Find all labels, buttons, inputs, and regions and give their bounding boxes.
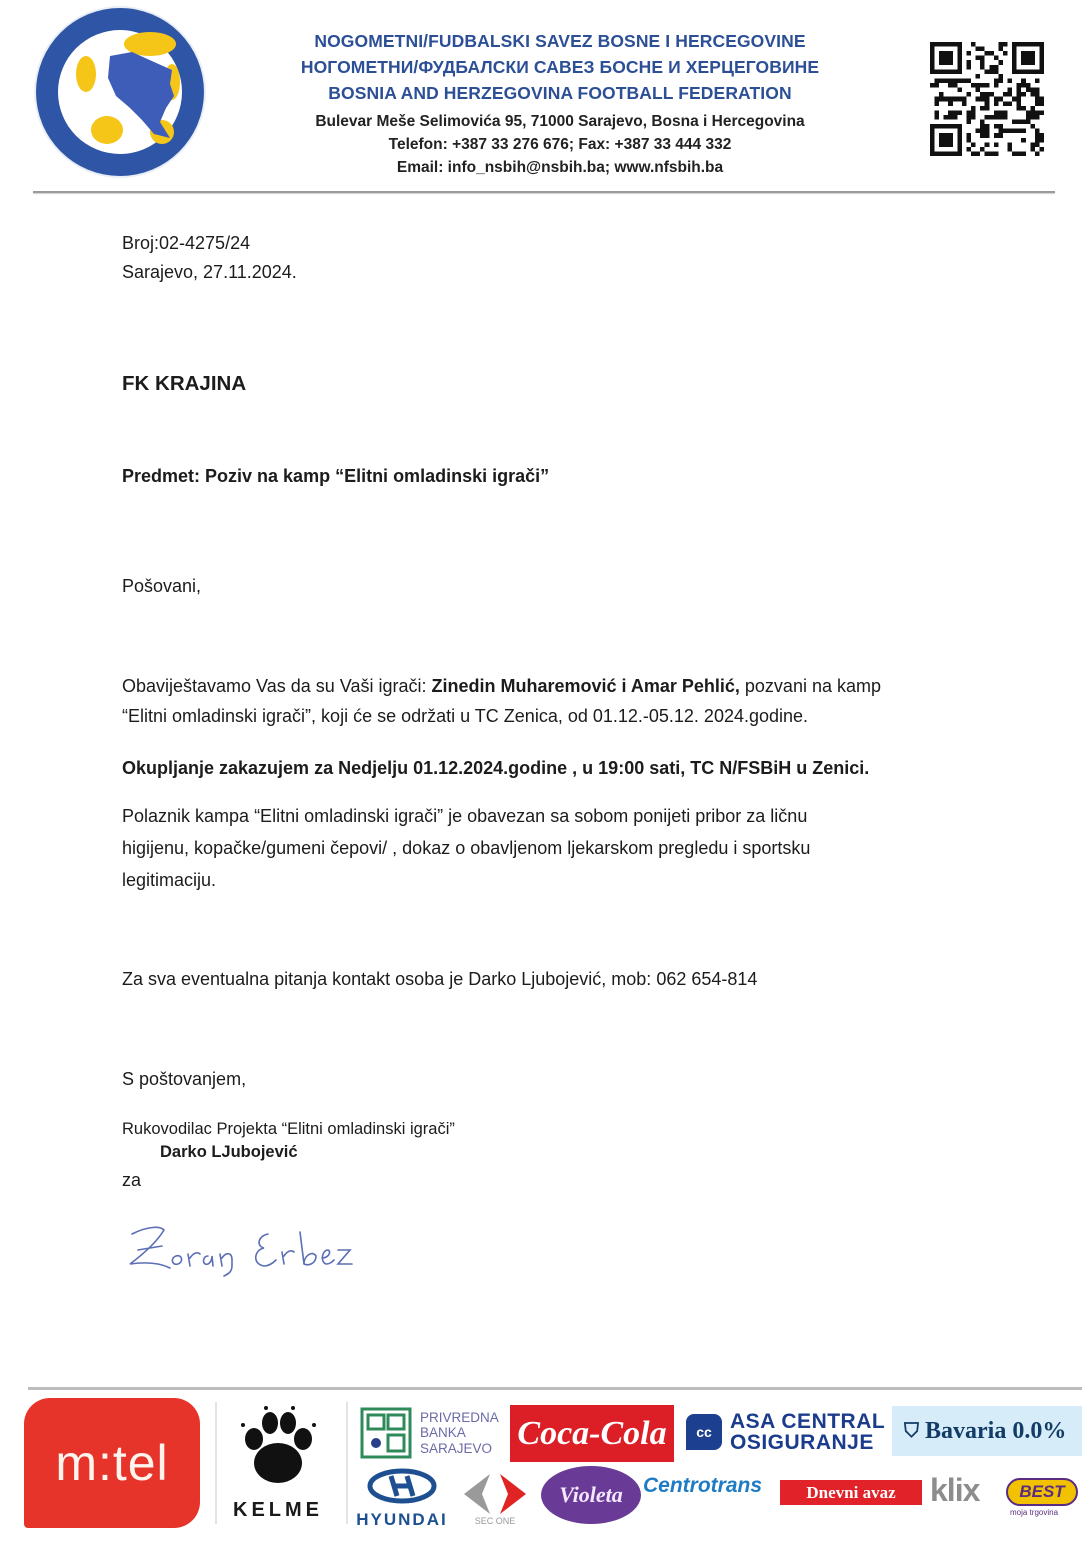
footer-divider [28, 1387, 1082, 1390]
paw-icon [238, 1405, 318, 1489]
secone-emblem-icon [460, 1472, 530, 1516]
qr-code-icon [930, 42, 1044, 156]
signer-title: Rukovodilac Projekta “Elitni omladinski igrači” [122, 1120, 455, 1138]
equipment-line-1: Polaznik kampa “Elitni omladinski igrači” je obavezan sa sobom ponijeti pribor za ličnu [122, 806, 808, 826]
sponsor-separator [215, 1402, 217, 1524]
federation-address: Bulevar Meše Selimovića 95, 71000 Sarajevo, Bosna i Hercegovina [315, 113, 805, 130]
sponsor-asa-logo [686, 1408, 886, 1456]
on-behalf: za [122, 1170, 142, 1190]
pbs-line-2: BANKA [420, 1425, 466, 1441]
closing: S poštovanjem, [122, 1069, 247, 1089]
header-divider [33, 191, 1055, 193]
federation-phone-fax: Telefon: +387 33 276 676; Fax: +387 33 444 332 [388, 136, 732, 153]
subject-line: Predmet: Poziv na kamp “Elitni omladinski igrači” [122, 466, 550, 486]
pbs-emblem-icon [360, 1407, 412, 1459]
pbs-line-3: SARAJEVO [420, 1440, 493, 1456]
mtel-label: m:tel [55, 1435, 169, 1491]
sponsor-hyundai-logo [352, 1466, 452, 1532]
pbs-line-1: PRIVREDNA [420, 1409, 499, 1425]
avaz-label: Dnevni avaz [806, 1482, 896, 1502]
sponsor-violeta-logo [541, 1466, 641, 1524]
asa-line-1: ASA CENTRAL [730, 1410, 886, 1433]
kelme-label: KELME [233, 1498, 323, 1521]
paragraph-players [122, 676, 881, 697]
federation-email-web: Email: info_nsbih@nsbih.ba; www.nfsbih.ba [396, 159, 724, 176]
sponsor-separator [346, 1402, 348, 1524]
reference-number: Broj:02-4275/24 [122, 233, 251, 253]
federation-crest-icon [32, 4, 208, 180]
sponsor-cocacola-logo [510, 1405, 674, 1462]
secone-label: SEC ONE [474, 1516, 516, 1526]
asa-line-2: OSIGURANJE [730, 1431, 874, 1454]
salutation: Pošovani, [122, 576, 202, 596]
equipment-line-3: legitimaciju. [122, 870, 217, 890]
handwritten-signature [118, 1212, 358, 1282]
hyundai-label: HYUNDAI [356, 1510, 448, 1529]
sponsor-mtel-logo [24, 1398, 200, 1528]
paragraph-players-suffix: pozvani na kamp [739, 676, 881, 696]
place-date: Sarajevo, 27.11.2024. [122, 262, 297, 282]
federation-name-latin: NOGOMETNI/FUDBALSKI SAVEZ BOSNE I HERCEGOVINE [314, 31, 806, 51]
shield-icon: ⛉ [904, 1419, 919, 1442]
sponsor-bavaria-logo [892, 1406, 1082, 1456]
paragraph-camp-dates: “Elitni omladinski igrači”, koji će se održati u TC Zenica, od 01.12.-05.12. 2024.godine. [122, 706, 809, 726]
sponsor-secone-logo [455, 1466, 535, 1532]
federation-name-cyrillic: НОГОМЕТНИ/ФУДБАЛСКИ САВЕЗ БОСНЕ И ХЕРЦЕГОВИНЕ [300, 57, 820, 77]
sponsor-klix-logo: klix [930, 1472, 980, 1508]
federation-header [250, 28, 870, 179]
hyundai-emblem-icon [367, 1468, 437, 1504]
federation-name-english: BOSNIA AND HERZEGOVINA FOOTBALL FEDERATION [328, 83, 792, 103]
best-tagline: moja trgovina [1010, 1508, 1059, 1517]
sponsor-avaz-logo [780, 1480, 922, 1505]
player-names: Zinedin Muharemović i Amar Pehlić, [431, 676, 740, 696]
contact-line: Za sva eventualna pitanja kontakt osoba je Darko Ljubojević, mob: 062 654-814 [122, 969, 758, 989]
violeta-label: Violeta [559, 1482, 623, 1507]
sponsor-centrotrans-logo: Centrotrans [643, 1474, 763, 1497]
cocacola-label: Coca-Cola [517, 1414, 667, 1452]
gathering-notice: Okupljanje zakazujem za Nedjelju 01.12.2024.godine , u 19:00 sati, TC N/FSBiH u Zenici. [122, 758, 870, 778]
sponsor-pbs-logo [360, 1405, 510, 1461]
equipment-line-2: higijenu, kopačke/gumeni čepovi/ , dokaz o obavljenom ljekarskom pregledu i sportsku [122, 838, 811, 858]
bavaria-label: Bavaria 0.0% [925, 1417, 1067, 1444]
paragraph-players-prefix: Obaviještavamo Vas da su Vaši igrači: [122, 676, 432, 696]
best-label: BEST [1019, 1482, 1065, 1501]
sponsor-best-logo [1006, 1478, 1078, 1506]
asa-emblem-icon: cc [686, 1414, 722, 1450]
signer-name: Darko LJubojević [160, 1143, 298, 1161]
recipient: FK KRAJINA [122, 372, 247, 395]
sponsor-kelme-logo [222, 1398, 334, 1528]
